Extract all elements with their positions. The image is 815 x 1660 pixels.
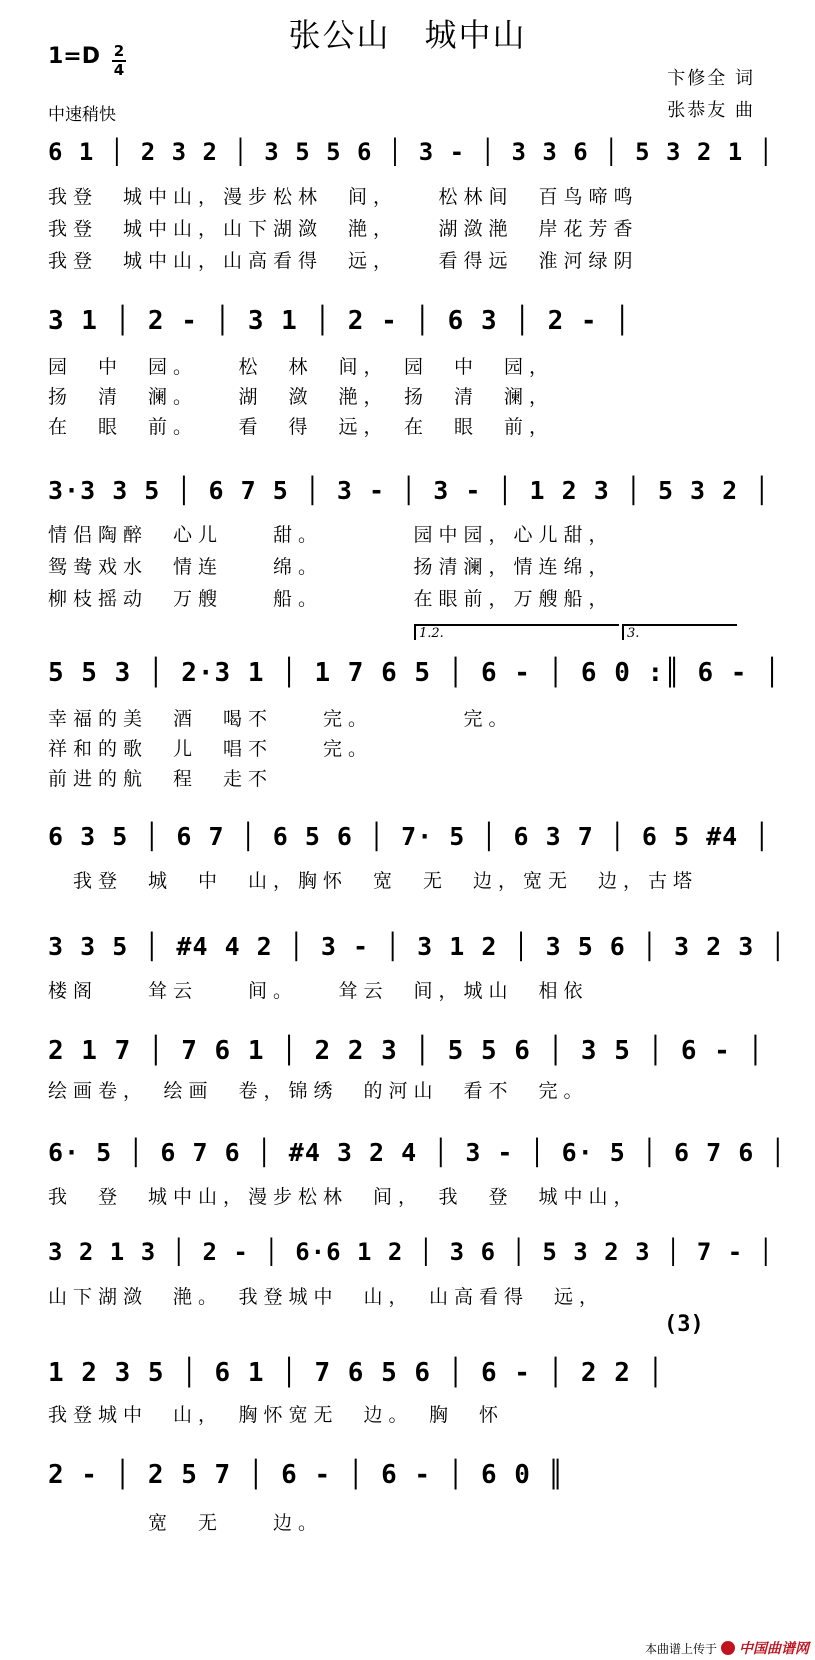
system-1-notes: 6 1 │ 2 3 2 │ 3 5 5 6 │ 3 - │ 3 3 6 │ 5 3 2 1 │	[48, 138, 775, 166]
system-2-notes: 3 1 │ 2 - │ 3 1 │ 2 - │ 6 3 │ 2 - │	[48, 306, 631, 336]
volta-last-ending: 3.	[622, 624, 737, 640]
system-2-lyric-3: 在 眼 前。 看 得 远， 在 眼 前，	[48, 416, 555, 438]
system-8-lyric-1: 我 登 城中山，漫步松林 间， 我 登 城中山，	[48, 1186, 639, 1208]
system-5-lyric-1: 我登 城 中 山，胸怀 宽 无 边，宽无 边，古塔	[48, 870, 699, 892]
system-10-notes: 1 2 3 5 │ 6 1 │ 7 6 5 6 │ 6 - │ 2 2 │	[48, 1358, 665, 1388]
system-4-lyric-3: 前进的航 程 走不	[48, 768, 274, 790]
system-9-notes: 3 2 1 3 │ 2 - │ 6·6 1 2 │ 3 6 │ 5 3 2 3 │ 7 - │	[48, 1238, 775, 1266]
system-7-lyric-1: 绘画卷， 绘画 卷，锦绣 的河山 看不 完。	[48, 1080, 589, 1102]
system-6-notes: 3 3 5 │ #4 4 2 │ 3 - │ 3 1 2 │ 3 5 6 │ 3 2 3 │	[48, 932, 787, 961]
system-3-notes: 3·3 3 5 │ 6 7 5 │ 3 - │ 3 - │ 1 2 3 │ 5 3 2 │	[48, 476, 771, 505]
time-signature	[112, 44, 126, 78]
system-6-lyric-1: 楼阁 耸云 间。 耸云 间，城山 相依	[48, 980, 589, 1002]
tempo-marking: 中速稍快	[48, 105, 116, 125]
site-watermark	[645, 1636, 815, 1660]
system-4-lyric-2: 祥和的歌 儿 唱不 完。	[48, 738, 374, 760]
watermark-brand: 中国曲谱网	[739, 1641, 809, 1657]
system-11-lyric-1: 宽 无 边。	[48, 1512, 324, 1534]
watermark-text: 本曲谱上传于	[644, 1641, 717, 1656]
time-signature-top: 2	[113, 42, 125, 60]
system-1-lyric-1: 我登 城中山，漫步松林 间， 松林间 百鸟啼鸣	[48, 186, 639, 208]
system-3-lyric-2: 鸳鸯戏水 情连 绵。 扬清澜，情连绵，	[48, 556, 614, 578]
system-1-lyric-2: 我登 城中山，山下湖潋 滟， 湖潋滟 岸花芳香	[48, 218, 639, 240]
system-2-lyric-1: 园 中 园。 松 林 间， 园 中 园，	[48, 356, 555, 378]
alternate-note-paren: (3)	[664, 1312, 704, 1337]
system-5-notes: 6 3 5 │ 6 7 │ 6 5 6 │ 7· 5 │ 6 3 7 │ 6 5 #4 │	[48, 822, 771, 851]
key-signature: 1=D	[48, 44, 101, 69]
system-7-notes: 2 1 7 │ 7 6 1 │ 2 2 3 │ 5 5 6 │ 3 5 │ 6 - │	[48, 1036, 765, 1066]
system-4-lyric-1: 幸福的美 酒 喝不 完。 完。	[48, 708, 514, 730]
system-3-lyric-3: 柳枝摇动 万艘 船。 在眼前，万艘船，	[48, 588, 614, 610]
volta-first-ending: 1.2.	[414, 624, 619, 640]
system-4-notes: 5 5 3 │ 2·3 1 │ 1 7 6 5 │ 6 - │ 6 0 :║ 6 - │	[48, 658, 781, 688]
system-8-notes: 6· 5 │ 6 7 6 │ #4 3 2 4 │ 3 - │ 6· 5 │ 6 7 6 │	[48, 1138, 787, 1167]
time-signature-bottom: 4	[113, 61, 125, 79]
system-2-lyric-2: 扬 清 澜。 湖 潋 滟， 扬 清 澜，	[48, 386, 555, 408]
system-1-lyric-3: 我登 城中山，山高看得 远， 看得远 淮河绿阴	[48, 250, 639, 272]
composer-credit: 张恭友 曲	[667, 100, 755, 121]
system-3-lyric-1: 情侣陶醉 心儿 甜。 园中园，心儿甜，	[48, 524, 614, 546]
song-title: 张公山 城中山	[288, 16, 527, 54]
system-11-notes: 2 - │ 2 5 7 │ 6 - │ 6 - │ 6 0 ║	[48, 1460, 565, 1490]
lyricist-credit: 卞修全 词	[667, 68, 755, 89]
site-logo-icon	[721, 1641, 735, 1655]
system-9-lyric-1: 山下湖潋 滟。 我登城中 山， 山高看得 远，	[48, 1286, 605, 1308]
system-10-lyric-1: 我登城中 山， 胸怀宽无 边。 胸 怀	[48, 1404, 505, 1426]
